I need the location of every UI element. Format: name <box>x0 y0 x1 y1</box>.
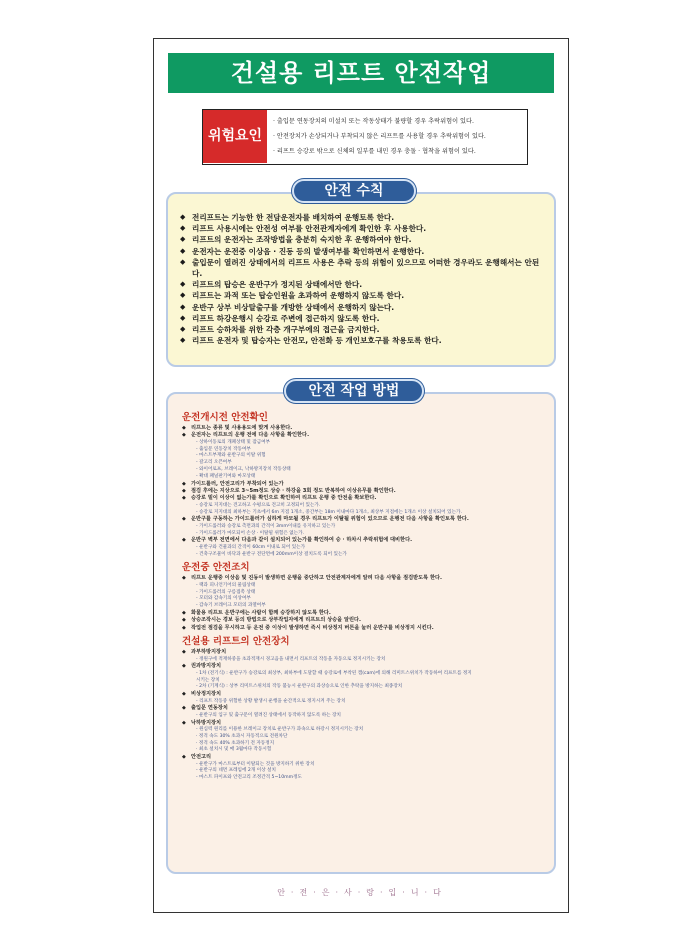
method-sub-item: - 갈고리 오픈여부 <box>196 460 232 466</box>
method-item: ◆ 과부하방지장치 <box>182 649 544 656</box>
rule-item: ◆ 운전자는 운전중 이상음 · 진동 등의 발생여부를 확인하면서 운행한다. <box>180 246 544 257</box>
method-item: ◆ 출입문 연동장치 <box>182 705 544 712</box>
rule-item: ◆ 리프트는 과적 또는 탑승인원을 초과하여 운행하지 않도록 한다. <box>180 290 544 301</box>
rule-item: ◆ 리프트 승하차를 위한 각층 개구부에의 접근을 금지한다. <box>180 324 544 335</box>
method-item: ◆ 가이드롤러, 안전고리가 부착되어 있는가 <box>182 481 544 488</box>
method-sub-item: - 1차 (전기식) : 운반구가 승강로의 최상부, 최하부에 도달할 때 승강로에 부착된 캠(cam)에 의해 리미트스위치가 작동하여 리프트를 정지 <box>196 670 472 676</box>
hazard-item: · 안전장치가 손상되거나 부착되지 않은 리프트를 사용할 경우 추락위험이 있다. <box>273 133 486 140</box>
method-item: ◆ 화물용 리프트 운반구에는 사람이 함께 승강하지 않도록 한다. <box>182 610 544 617</box>
safety-rules-box <box>166 192 556 367</box>
method-sub-item: - 운반구가 마스트로부터 이탈되는 것을 방지하기 위한 장치 <box>196 761 315 767</box>
method-sub-item: - 원심력 원리를 이용한 브레이크 장치로 운반구가 과속으로 하강시 정지시키는 장치 <box>196 727 364 733</box>
hazard-box <box>202 109 528 165</box>
method-item: ◆ 운전자는 리프트의 운행 전에 다음 사항을 확인한다. <box>182 432 544 439</box>
method-sub-item: - 운반구와 건물과의 간격이 60cm 이내로 되어 있는가 <box>196 544 306 550</box>
method-item: ◆ 점검 후에는 지상으로 3~5m정도 상승 · 하강을 3회 정도 반복하여 이상유무를 확인한다. <box>182 488 544 495</box>
rules-list <box>180 212 544 346</box>
method-sub-item: - 가이드롤러가 마모되어 손상 · 이탈될 위험은 없는가. <box>196 530 304 536</box>
method-item: ◆ 상승조작시는 경보 등의 방법으로 상부작업자에게 리프트의 상승을 알린다. <box>182 617 544 624</box>
method-item: ◆ 리프트 운행중 이상음 및 진동이 발생하면 운행을 중단하고 안전관계자에게 알려 다음 사항을 점검받도록 한다. <box>182 575 544 582</box>
safety-poster <box>153 38 569 913</box>
footer-slogan: 안·전·은·사·랑·입·니·다 <box>277 888 447 897</box>
method-sub-item: - 건축구조물이 바닥과 운반구 전단면에 200mm이상 걸치도록 되어 있는가 <box>196 551 347 557</box>
method-sub-item: · 정격 속도 30% 초과시 자동적으로 전원차단 <box>196 733 288 739</box>
work-method-heading: 안전 작업 방법 <box>284 379 424 403</box>
method-sub-item: - 정원구에 적재하중을 초과적재시 경고음을 내면서 리프트의 작동을 자동으로 정지시키는 장치 <box>196 656 386 662</box>
method-section-title: 운전개시전 안전확인 <box>182 412 268 423</box>
method-sub-item: - 와이어로프, 브레이크, 낙하방지장치 작동상태 <box>196 467 291 472</box>
method-sub-item: · 정격 속도 40% 초과하기 전 자동정지 <box>196 740 275 746</box>
method-item: ◆ 리프트는 종류 및 사용용도에 맞게 사용한다. <box>182 425 544 432</box>
method-sub-item: - 2차 (기계식) : 상부 리미트스위치의 작동 불능시 운반구의 과상승으로 인한 추락을 방지하는 최종장치 <box>196 684 403 690</box>
method-sub-item: - 모터와 감속기의 이상여부 <box>196 596 251 602</box>
method-section-title: 건설용 리프트의 안전장치 <box>182 636 290 648</box>
method-sub-item: - 운반구의 네면 프레임에 2개 이상 설치 <box>196 768 276 774</box>
method-sub-item: - 승강로 지지대의 최하부는 기초에서 6m 지점 1개소, 중간부는 18m 이내마다 1개소, 최상부 지점에는 1개소 이상 설치되어 있는가. <box>196 509 462 515</box>
method-sub-item: · 최초 설치시 및 매 3월마다 작동시험 <box>196 747 272 753</box>
method-item: ◆ 권과방지장치 <box>182 663 544 670</box>
method-sub-item: - 가이드롤러와 승강로 측면과의 간격이 3mm이내를 유지하고 있는가 <box>196 523 336 529</box>
method-item: ◆ 안전고리 <box>182 754 544 761</box>
poster-title: 건설용 리프트 안전작업 <box>168 53 554 93</box>
safety-rules-heading: 안전 수칙 <box>292 179 416 203</box>
rule-item: ◆ 리프트 하강운행시 승강로 주변에 접근하지 않도록 한다. <box>180 313 544 324</box>
hazard-list <box>273 114 525 159</box>
rule-item: ◆ 리프트의 탑승은 운반구가 정지된 상태에서만 한다. <box>180 279 544 290</box>
method-sub-item: - 랙과 피니언기어의 물림상태 <box>196 582 256 588</box>
hazard-item: · 리프트 승강로 밖으로 신체의 일부를 내민 경우 충돌 · 협착을 위험이 있다. <box>273 148 476 155</box>
method-item: ◆ 비상정지장치 <box>182 691 544 698</box>
method-sub-item: - 감속기 브레이크 모터의 과열여부 <box>196 603 266 609</box>
method-item: ◆ 운반구 벽부 전면에서 다음과 같이 설치되어 있는가를 확인하여 승 · 하차시 추락위험에 대비한다. <box>182 537 544 544</box>
hazard-label: 위험요인 <box>203 110 267 163</box>
method-item: ◆ 작업전 점검을 무시하고 등 운전 중 이상이 발생하면 즉시 비상정지 버튼을 눌러 운반구를 비상정지 시킨다. <box>182 625 544 632</box>
method-item: ◆ 승강로 밑이 이상이 없는가를 확인으로 확인하여 리프트 운행 중 안전을 확보한다. <box>182 495 544 502</box>
method-sub-item: - 마스트부재와 운반구의 이탈 위험 <box>196 453 266 459</box>
work-method-content <box>182 411 544 782</box>
rule-item: ◆ 리프트의 운전자는 조작방법을 충분히 숙지한 후 운행하여야 한다. <box>180 234 544 245</box>
method-sub-item: - 가이드롤러의 구름접촉 상태 <box>196 589 256 595</box>
rule-item: ◆ 리프트 사용시에는 안전성 여부를 안전관계자에게 확인한 후 사용한다. <box>180 223 544 234</box>
rule-item: ◆ 전리프트는 기능한 한 전담운전자를 배치하여 운행토록 한다. <box>180 212 544 223</box>
method-item: ◆ 낙하방지장치 <box>182 720 544 727</box>
method-sub-item: - 승강로 지지대는 견고하고 수평으로 견고히 고정되어 있는가. <box>196 502 321 508</box>
method-sub-item: - 출입문 연동장치 작동여부 <box>196 446 251 452</box>
method-sub-item: 시키는 장치 <box>196 677 220 683</box>
rule-item: ◆ 출입문이 열려진 상태에서의 리프트 사용은 추락 등의 위험이 있으므로 어떠한 경우라도 운행해서는 안된다. <box>180 257 544 279</box>
method-sub-item: - 확대 패널판기여와 마모상태 <box>196 473 256 479</box>
method-sub-item: - 상하이동로의 개폐상태 및 잠금여부 <box>196 439 271 445</box>
work-method-box <box>166 392 556 874</box>
rule-item: ◆ 리프트 운전자 및 탑승자는 안전모, 안전화 등 개인보호구를 착용토록 한다. <box>180 335 544 346</box>
method-section-title: 운전중 안전조치 <box>182 562 250 574</box>
rule-item: ◆ 운반구 상부 비상탈출구를 개방한 상태에서 운행하지 않는다. <box>180 302 544 313</box>
hazard-item: · 출입문 연동장치의 미설치 또는 작동상태가 불량할 경우 추락위험이 있다. <box>273 118 474 125</box>
method-sub-item: - 운반구의 입구 및 출구문이 열려진 상태에서 동작하지 않도록 하는 장치 <box>196 712 341 718</box>
method-item: ◆ 운반구를 구동하는 가이드롤러가 심하게 마모될 경우 리프트가 이탈될 위험이 있으므로 운행전 다음 사항을 확인토록 한다. <box>182 516 544 523</box>
method-sub-item: - 리프트 작동중 위험한 상황 발생시 운행을 순간적으로 정지시켜 주는 장치 <box>196 698 346 704</box>
method-sub-item: - 마스트 파이프와 안전고리 조정간격 5~10mm정도 <box>196 775 302 781</box>
